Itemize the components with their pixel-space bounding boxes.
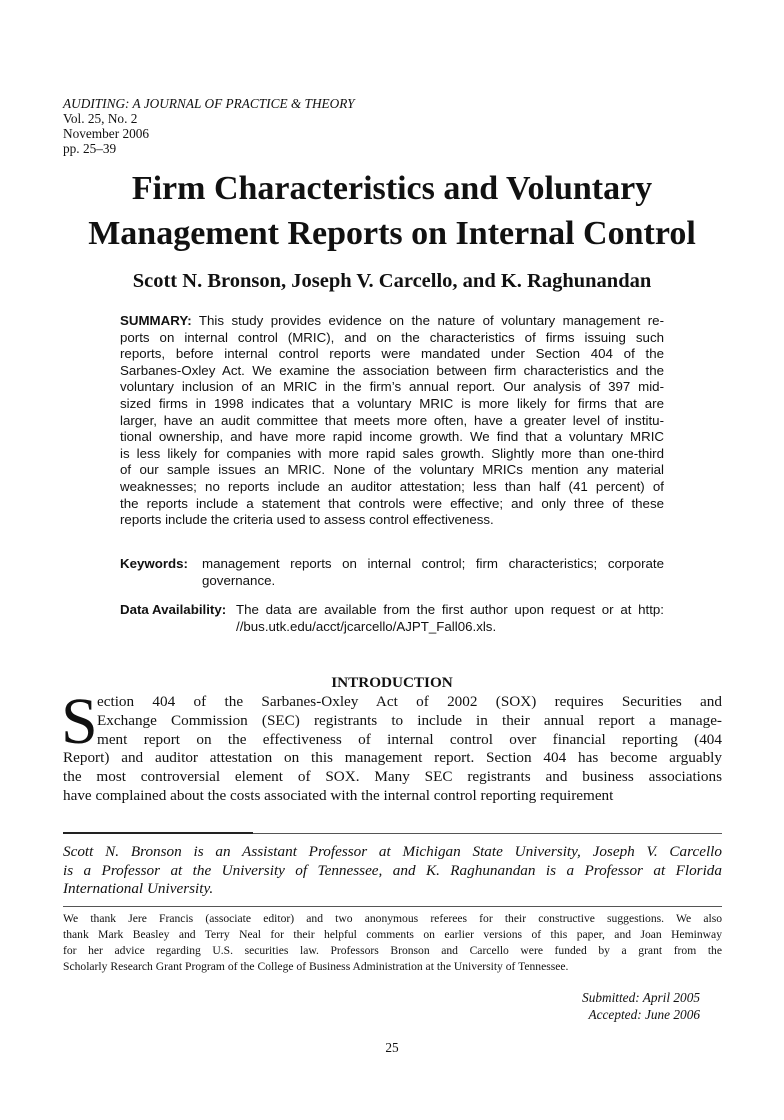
footnote-divider bbox=[63, 906, 722, 907]
acknowledgment-line: for her advice regarding U.S. securities law. Professors Bronson and Carcello were funded by a grant from the bbox=[63, 944, 722, 957]
accepted-date: Accepted: June 2006 bbox=[588, 1007, 700, 1022]
body-line: the most controversial element of SOX. Many SEC registrants and business associations bbox=[63, 768, 722, 786]
body-line: ection 404 of the Sarbanes-Oxley Act of 2002 (SOX) requires Securities and bbox=[97, 693, 722, 710]
body-line: ment report on the effectiveness of internal control over financial reporting (404 bbox=[97, 730, 722, 748]
footnote-rule bbox=[253, 833, 722, 834]
acknowledgment-line: We thank Jere Francis (associate editor) and two anonymous referees for their constructive suggestions. We also bbox=[63, 912, 722, 925]
summary-line: reports include the criteria used to assess control effectiveness. bbox=[120, 512, 494, 528]
summary-line: sized firms in 1998 indicates that a voluntary MRIC is more likely for firms that are bbox=[120, 396, 664, 411]
article-authors: Scott N. Bronson, Joseph V. Carcello, and K. Raghunandan bbox=[132, 270, 652, 292]
data-availability-label: Data Availability: bbox=[120, 602, 227, 617]
data-availability-line: //bus.utk.edu/acct/jcarcello/AJPT_Fall06.xls. bbox=[236, 619, 497, 634]
journal-name: AUDITING: A JOURNAL OF PRACTICE & THEORY bbox=[63, 96, 355, 111]
affiliation-line: International University. bbox=[63, 880, 214, 897]
summary-line: Sarbanes-Oxley Act. We examine the association between firm characteristics and the bbox=[120, 362, 664, 378]
drop-cap: S bbox=[61, 685, 98, 758]
keywords-label: Keywords: bbox=[120, 556, 188, 571]
page-number: 25 bbox=[385, 1040, 399, 1055]
journal-volume: Vol. 25, No. 2 bbox=[63, 111, 138, 126]
summary-line-text: This study provides evidence on the nature of voluntary management re- bbox=[191, 313, 664, 328]
summary-line: ports on internal control (MRIC), and on the characteristics of firms issuing such bbox=[120, 329, 664, 345]
summary-line: of our sample issues an MRIC. None of the voluntary MRICs mention any material bbox=[120, 462, 664, 478]
summary-line: tional ownership, and have more rapid income growth. We find that a voluntary MRIC bbox=[120, 429, 664, 445]
acknowledgment-line: Scholarly Research Grant Program of the College of Business Administration at the University of Tennessee. bbox=[63, 960, 569, 973]
section-heading-introduction: INTRODUCTION bbox=[331, 674, 453, 691]
affiliation-line: is a Professor at the University of Tennessee, and K. Raghunandan is a Professor at Florida bbox=[63, 861, 722, 879]
summary-line: is less likely for companies with more rapid sales growth. Slightly more than one-third bbox=[120, 445, 664, 461]
affiliation-line: Scott N. Bronson is an Assistant Professor at Michigan State University, Joseph V. Carcello bbox=[63, 843, 722, 860]
journal-pages: pp. 25–39 bbox=[63, 141, 117, 156]
summary-line: reports, before internal control reports were mandated under Section 404 of the bbox=[120, 346, 664, 362]
footnote-rule-short bbox=[63, 832, 253, 834]
summary-line-label: SUMMARY: bbox=[120, 313, 192, 328]
data-availability-line: The data are available from the first author upon request or at http: bbox=[236, 602, 664, 617]
body-line: have complained about the costs associated with the internal control reporting requirement bbox=[63, 787, 614, 804]
article-title-line-2: Management Reports on Internal Control bbox=[88, 215, 696, 252]
body-line: Report) and auditor attestation on this management report. Section 404 has become arguably bbox=[63, 749, 722, 767]
summary-line: the reports include a statement that controls were effective; and only three of these bbox=[120, 495, 664, 511]
keywords-line: management reports on internal control; firm characteristics; corporate bbox=[202, 556, 664, 571]
article-title-line-1: Firm Characteristics and Voluntary bbox=[131, 170, 653, 207]
keywords-line: governance. bbox=[202, 573, 276, 588]
acknowledgment-line: thank Mark Beasley and Terry Neal for their helpful comments on earlier versions of this paper, and Joan Heminway bbox=[63, 928, 722, 941]
submitted-date: Submitted: April 2005 bbox=[582, 990, 700, 1005]
summary-line bbox=[120, 313, 664, 330]
summary-line: voluntary inclusion of an MRIC in the firm’s annual report. Our analysis of 397 mid- bbox=[120, 379, 664, 395]
journal-date: November 2006 bbox=[63, 126, 150, 141]
summary-line: weaknesses; no reports include an auditor attestation; less than half (41 percent) of bbox=[120, 479, 664, 494]
summary-line: larger, have an audit committee that meets more often, have a greater level of institu- bbox=[120, 412, 664, 428]
body-line: Exchange Commission (SEC) registrants to include in their annual report a manage- bbox=[97, 711, 722, 729]
